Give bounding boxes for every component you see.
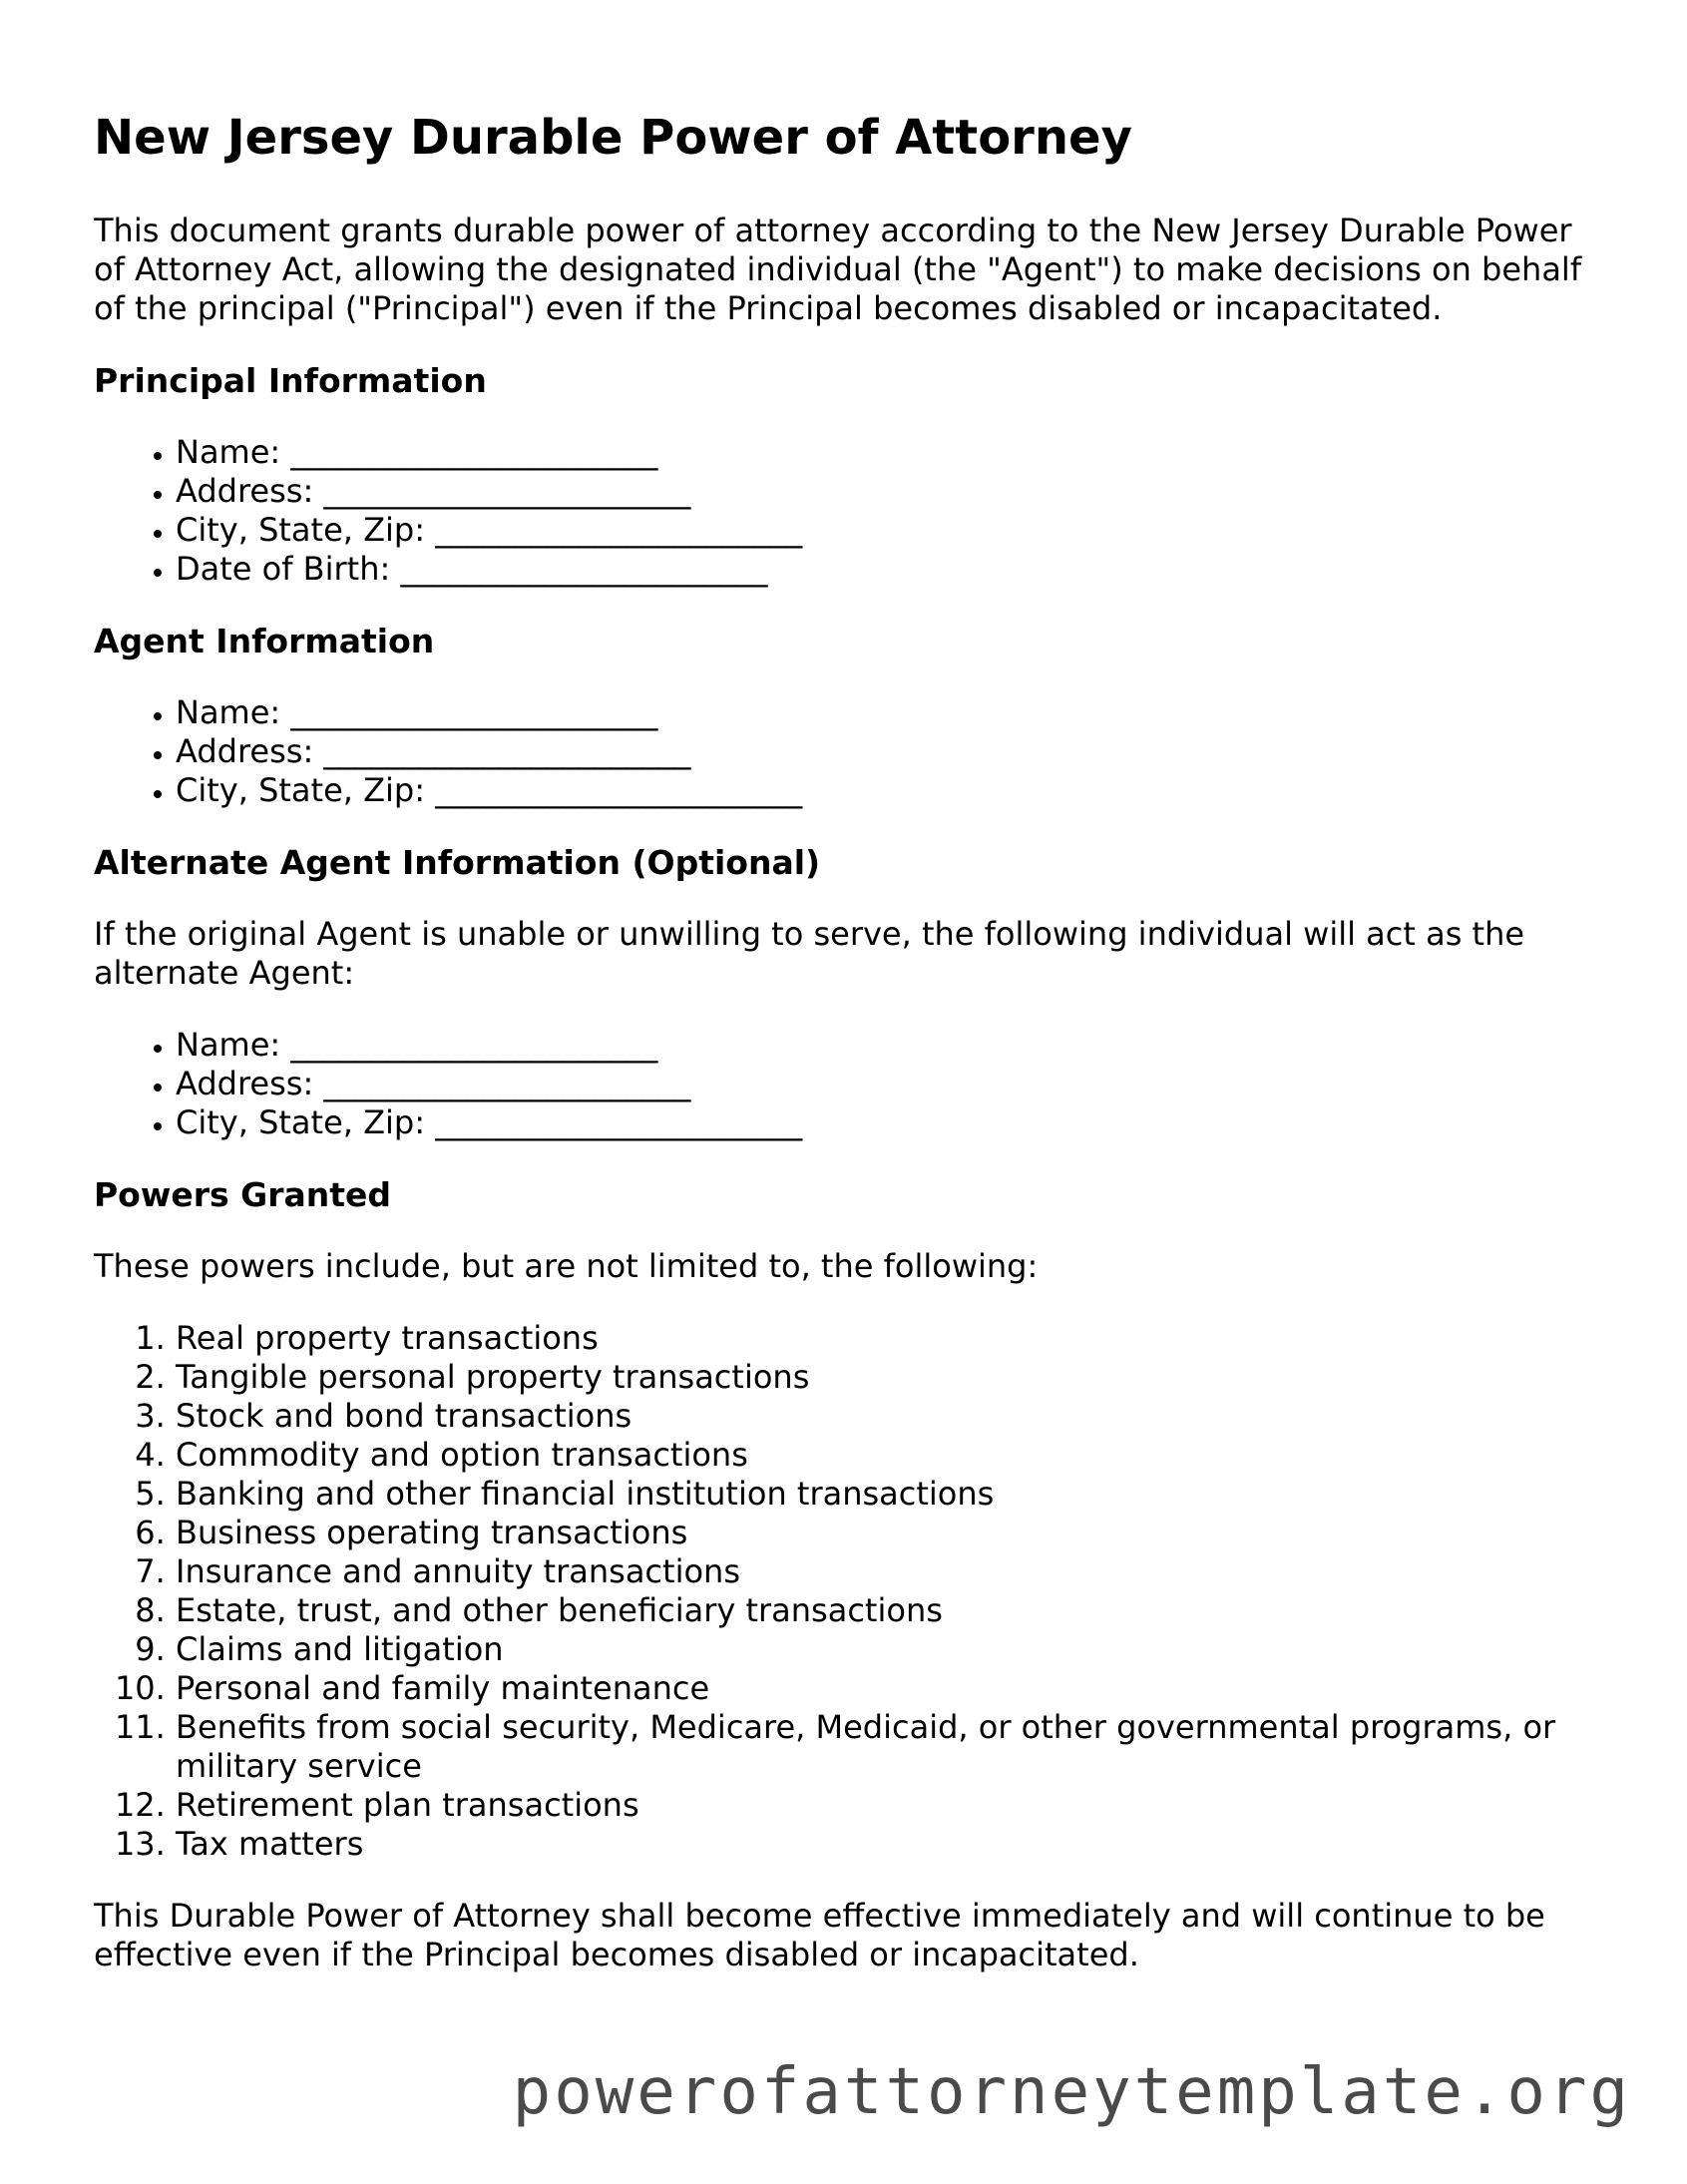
alternate-agent-paragraph: If the original Agent is unable or unwilling to serve, the following individual will act as the alternate Agent: — [94, 914, 1525, 992]
principal-heading: Principal Information — [94, 360, 487, 400]
agent-heading: Agent Information — [94, 621, 435, 660]
alternate-agent-city-state-zip-field: • City, State, Zip: _______________________ — [176, 1103, 1610, 1142]
closing-paragraph: This Durable Power of Attorney shall become effective immediately and will continue to be effective even if the Principal becomes disabled or incapacitated. — [94, 1896, 1545, 1973]
power-item: 12. Retirement plan transactions — [176, 1786, 1610, 1825]
power-item: 2. Tangible personal property transactions — [176, 1358, 1610, 1397]
intro-paragraph: This document grants durable power of attorney according to the New Jersey Durable Power of Attorney Act, allowing the designated individual (the "Agent") to make decisions on behalf of the principal ("Principal") even if the Principal becomes disabled or incapacitated. — [94, 211, 1582, 327]
power-item: 3. Stock and bond transactions — [176, 1397, 1610, 1436]
power-item: 6. Business operating transactions — [176, 1514, 1610, 1552]
powers-paragraph: These powers include, but are not limited to, the following: — [94, 1246, 1039, 1285]
document-title: New Jersey Durable Power of Attorney — [94, 110, 1132, 166]
power-item: 9. Claims and litigation — [176, 1630, 1610, 1669]
power-item: 8. Estate, trust, and other beneficiary transactions — [176, 1591, 1610, 1630]
power-item: 10. Personal and family maintenance — [176, 1669, 1610, 1708]
site-watermark: powerofattorneytemplate.org — [512, 2055, 1631, 2129]
alternate-agent-heading: Alternate Agent Information (Optional) — [94, 842, 821, 882]
principal-name-field: • Name: _______________________ — [176, 433, 1610, 472]
power-item: 11. Benefits from social security, Medicare, Medicaid, or other governmental programs, or military service — [176, 1708, 1610, 1786]
agent-name-field: • Name: _______________________ — [176, 693, 1610, 732]
principal-address-field: • Address: _______________________ — [176, 472, 1610, 511]
power-item: 4. Commodity and option transactions — [176, 1436, 1610, 1475]
agent-fields — [94, 693, 1610, 810]
power-item: 1. Real property transactions — [176, 1319, 1610, 1358]
power-item: 5. Banking and other financial institution transactions — [176, 1475, 1610, 1514]
alternate-agent-fields — [94, 1026, 1610, 1142]
powers-list — [94, 1319, 1610, 1864]
alternate-agent-name-field: • Name: _______________________ — [176, 1026, 1610, 1065]
agent-city-state-zip-field: • City, State, Zip: _______________________ — [176, 771, 1610, 810]
principal-city-state-zip-field: • City, State, Zip: _______________________ — [176, 511, 1610, 550]
principal-date-of-birth-field: • Date of Birth: _______________________ — [176, 550, 1610, 589]
agent-address-field: • Address: _______________________ — [176, 732, 1610, 771]
alternate-agent-address-field: • Address: _______________________ — [176, 1065, 1610, 1103]
power-item: 7. Insurance and annuity transactions — [176, 1552, 1610, 1591]
document-page — [94, 110, 1610, 2007]
powers-heading: Powers Granted — [94, 1174, 392, 1214]
power-item: 13. Tax matters — [176, 1825, 1610, 1864]
principal-fields — [94, 433, 1610, 589]
